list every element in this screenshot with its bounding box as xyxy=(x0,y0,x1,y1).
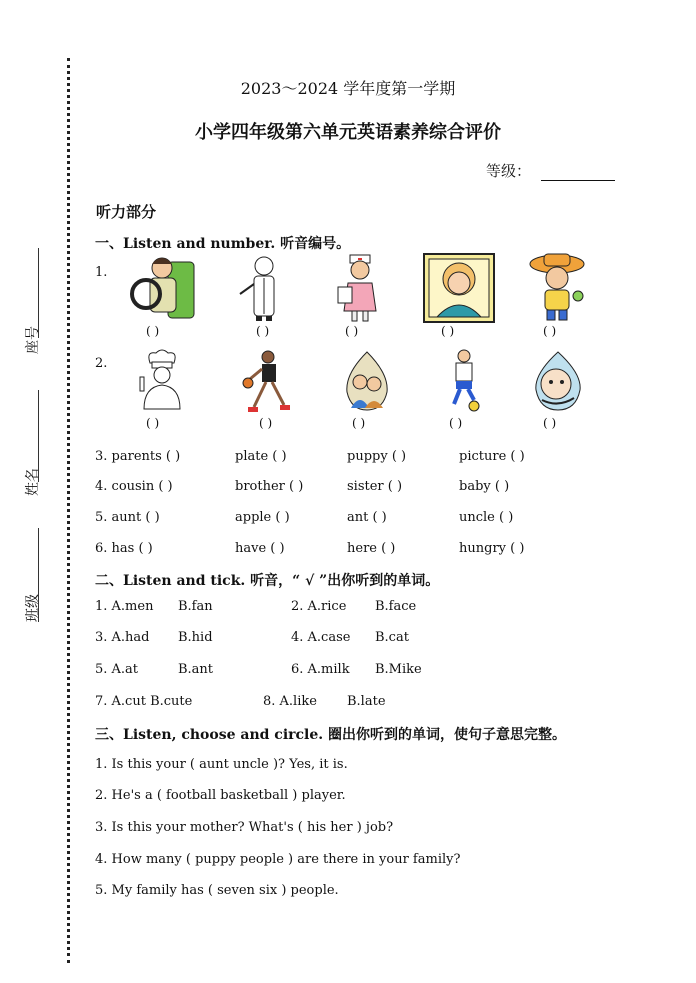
sentence-item[interactable]: 5. My family has ( seven six ) people. xyxy=(95,883,339,898)
option-a[interactable]: 1. A.men xyxy=(95,599,154,614)
answer-paren[interactable]: ( ) xyxy=(543,416,557,430)
farmer-icon xyxy=(528,250,586,322)
seat-label: 座号 xyxy=(25,326,41,354)
option-a[interactable]: 6. A.milk xyxy=(291,662,350,677)
word-item[interactable]: have ( ) xyxy=(235,541,285,556)
answer-paren[interactable]: ( ) xyxy=(146,324,160,338)
family-photo-icon xyxy=(343,350,391,412)
option-pair[interactable]: 7. A.cut B.cute xyxy=(95,694,193,709)
row1-number: 1. xyxy=(95,265,108,280)
word-item[interactable]: sister ( ) xyxy=(347,479,403,494)
answer-paren[interactable]: ( ) xyxy=(449,416,463,430)
answer-paren[interactable]: ( ) xyxy=(441,324,455,338)
option-a[interactable]: 2. A.rice xyxy=(291,599,347,614)
doctor-icon xyxy=(236,254,288,322)
grade-label: 等级： xyxy=(486,162,532,180)
sentence-item[interactable]: 4. How many ( puppy people ) are there in your family? xyxy=(95,852,461,867)
row2-number: 2. xyxy=(95,356,108,371)
answer-paren[interactable]: ( ) xyxy=(352,416,366,430)
term-line: 2023～2024 学年度第一学期 xyxy=(240,79,456,98)
grandma-portrait-icon xyxy=(423,253,495,323)
cook-icon xyxy=(136,349,186,413)
driver-icon xyxy=(128,252,200,320)
sentence-item[interactable]: 3. Is this your mother? What's ( his her ) job? xyxy=(95,820,394,835)
word-item[interactable]: uncle ( ) xyxy=(459,510,514,525)
part1-title: 一、Listen and number. 听音编号。 xyxy=(95,236,351,252)
grade-field[interactable] xyxy=(541,180,615,181)
option-b[interactable]: B.face xyxy=(375,599,417,614)
option-a[interactable]: 5. A.at xyxy=(95,662,139,677)
football-player-icon xyxy=(444,348,484,412)
option-b[interactable]: B.ant xyxy=(178,662,214,677)
option-b[interactable]: B.Mike xyxy=(375,662,422,677)
baby-icon xyxy=(532,350,584,412)
page-title: 小学四年级第六单元英语素养综合评价 xyxy=(195,122,501,143)
answer-paren[interactable]: ( ) xyxy=(146,416,160,430)
listening-heading: 听力部分 xyxy=(96,203,157,221)
word-item[interactable]: 4. cousin ( ) xyxy=(95,479,173,494)
class-label: 班级 xyxy=(25,594,41,622)
word-item[interactable]: 5. aunt ( ) xyxy=(95,510,160,525)
word-item[interactable]: 3. parents ( ) xyxy=(95,449,181,464)
word-item[interactable]: hungry ( ) xyxy=(459,541,525,556)
binding-dotted-line xyxy=(67,58,70,963)
word-item[interactable]: plate ( ) xyxy=(235,449,287,464)
sentence-item[interactable]: 2. He's a ( football basketball ) player. xyxy=(95,788,346,803)
seat-line[interactable] xyxy=(38,248,39,338)
answer-paren[interactable]: ( ) xyxy=(256,324,270,338)
word-item[interactable]: here ( ) xyxy=(347,541,396,556)
name-label: 姓名 xyxy=(25,468,41,496)
answer-paren[interactable]: ( ) xyxy=(345,324,359,338)
answer-paren[interactable]: ( ) xyxy=(543,324,557,338)
word-item[interactable]: baby ( ) xyxy=(459,479,510,494)
word-item[interactable]: puppy ( ) xyxy=(347,449,407,464)
part3-title: 三、Listen, choose and circle. 圈出你听到的单词，使句子意思完整。 xyxy=(95,727,567,743)
option-b[interactable]: B.cat xyxy=(375,630,409,645)
basketball-player-icon xyxy=(238,349,294,417)
word-item[interactable]: apple ( ) xyxy=(235,510,290,525)
word-item[interactable]: picture ( ) xyxy=(459,449,525,464)
word-item[interactable]: ant ( ) xyxy=(347,510,387,525)
option-b[interactable]: B.hid xyxy=(178,630,213,645)
option-a[interactable]: 4. A.case xyxy=(291,630,351,645)
option-b[interactable]: B.fan xyxy=(178,599,213,614)
part2-title: 二、Listen and tick. 听音，“ √ ”出你听到的单词。 xyxy=(95,573,440,589)
sentence-item[interactable]: 1. Is this your ( aunt uncle )? Yes, it is. xyxy=(95,757,348,772)
option-b[interactable]: B.late xyxy=(347,694,386,709)
option-a[interactable]: 3. A.had xyxy=(95,630,150,645)
option-a[interactable]: 8. A.like xyxy=(263,694,317,709)
nurse-icon xyxy=(334,253,386,323)
answer-paren[interactable]: ( ) xyxy=(259,416,273,430)
word-item[interactable]: brother ( ) xyxy=(235,479,304,494)
word-item[interactable]: 6. has ( ) xyxy=(95,541,153,556)
